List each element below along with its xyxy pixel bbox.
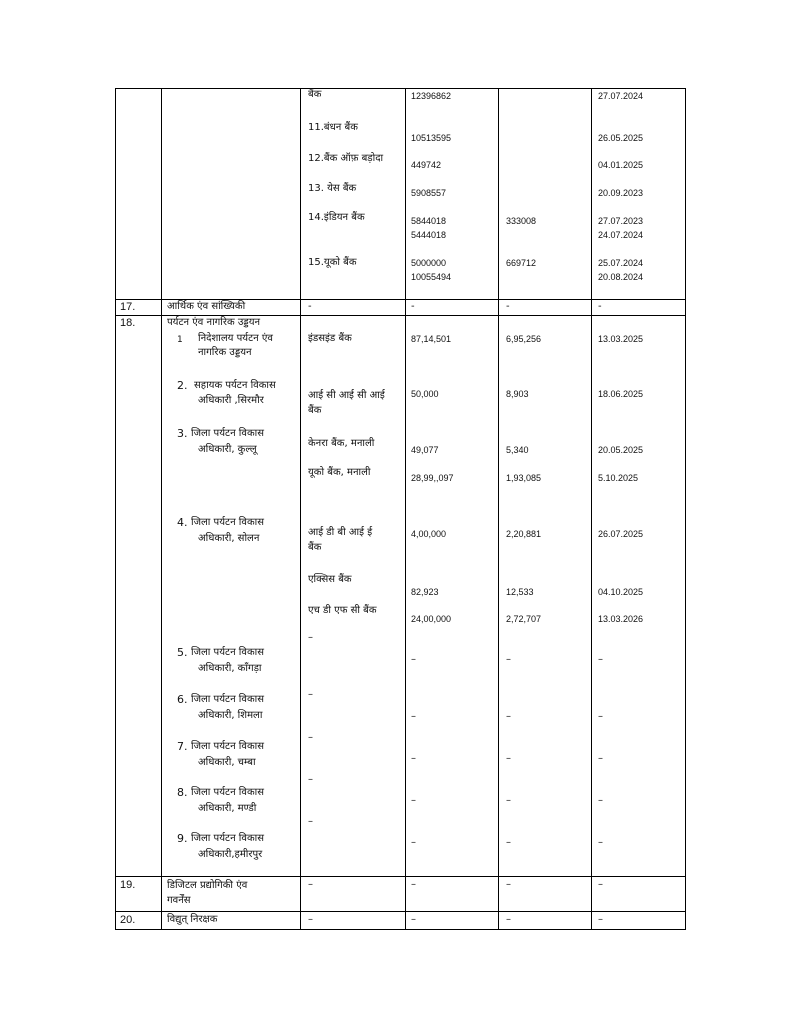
amount-value: 2,20,881 bbox=[506, 529, 542, 539]
amount-value: 669712 bbox=[506, 258, 537, 268]
row-divider bbox=[115, 911, 686, 912]
cell-value: - bbox=[506, 301, 510, 312]
office-name: अधिकारी ,सिरमौर bbox=[198, 395, 264, 406]
date-value: 13.03.2026 bbox=[598, 614, 644, 624]
bank-name: एक्सिस बैंक bbox=[308, 574, 352, 585]
office-name: नागरिक उड्डयन bbox=[198, 347, 252, 358]
office-name: जिला पर्यटन विकास bbox=[191, 647, 264, 658]
department-name: डिजिटल प्रद्योगिकी एंव bbox=[167, 880, 248, 891]
cell-value: – bbox=[598, 914, 603, 925]
dash: – bbox=[598, 711, 603, 722]
office-number: 6. bbox=[177, 693, 188, 706]
account-value: 12396862 bbox=[411, 91, 452, 101]
date-value: 20.09.2023 bbox=[598, 188, 644, 198]
account-value: 87,14,501 bbox=[411, 334, 452, 344]
date-value: 26.05.2025 bbox=[598, 133, 644, 143]
account-value: 24,00,000 bbox=[411, 614, 452, 624]
cell-value: – bbox=[506, 879, 511, 890]
dash: – bbox=[308, 632, 313, 643]
date-value: 04.10.2025 bbox=[598, 587, 644, 597]
dash: – bbox=[598, 753, 603, 764]
account-value: 50,000 bbox=[411, 389, 439, 399]
date-value: 13.03.2025 bbox=[598, 334, 644, 344]
serial-number: 17. bbox=[120, 301, 136, 313]
date-value: 24.07.2024 bbox=[598, 230, 644, 240]
bank-name: 12.बैंक ऑफ़ बड़ोदा bbox=[308, 153, 384, 164]
bank-name: आई सी आई सी आई bbox=[308, 390, 385, 401]
date-value: 20.05.2025 bbox=[598, 445, 644, 455]
table-border-right bbox=[685, 88, 686, 930]
office-number: 7. bbox=[177, 740, 188, 753]
amount-value: 6,95,256 bbox=[506, 334, 542, 344]
table-border-bottom bbox=[115, 929, 686, 930]
office-number: 3. bbox=[177, 427, 188, 440]
bank-name: केनरा बैंक, मनाली bbox=[308, 438, 375, 449]
office-name: अधिकारी,हमीरपुर bbox=[198, 849, 263, 860]
bank-name: बैंक bbox=[308, 542, 322, 553]
office-name: जिला पर्यटन विकास bbox=[191, 517, 264, 528]
dash: – bbox=[411, 753, 416, 764]
account-value: 5908557 bbox=[411, 188, 447, 198]
row-divider bbox=[115, 876, 686, 877]
column-divider bbox=[300, 88, 301, 930]
date-value: 26.07.2025 bbox=[598, 529, 644, 539]
cell-value: - bbox=[598, 301, 602, 312]
cell-value: – bbox=[506, 914, 511, 925]
bank-name: 11.बंधन बैंक bbox=[308, 122, 358, 133]
dash: – bbox=[506, 753, 511, 764]
column-divider bbox=[161, 88, 162, 930]
serial-number: 18. bbox=[120, 317, 136, 329]
office-name: अधिकारी, सोलन bbox=[198, 533, 260, 544]
office-number: 5. bbox=[177, 646, 188, 659]
office-number: 9. bbox=[177, 832, 188, 845]
account-value: 449742 bbox=[411, 160, 442, 170]
cell-value: - bbox=[308, 301, 312, 312]
amount-value: 2,72,707 bbox=[506, 614, 542, 624]
bank-name: 13. येस बैंक bbox=[308, 183, 357, 194]
bank-name: यूको बैंक, मनाली bbox=[308, 467, 371, 478]
cell-value: – bbox=[308, 914, 313, 925]
department-name: आर्थिक एंव सांख्यिकी bbox=[167, 301, 246, 312]
serial-number: 19. bbox=[120, 879, 136, 891]
office-number: 4. bbox=[177, 516, 188, 529]
dash: – bbox=[598, 837, 603, 848]
column-divider bbox=[498, 88, 499, 930]
bank-name: इंडसइंड बैंक bbox=[308, 333, 352, 344]
account-value: 28,99,,097 bbox=[411, 473, 454, 483]
office-name: निदेशालय पर्यटन एंव bbox=[198, 333, 273, 344]
dash: – bbox=[506, 795, 511, 806]
dash: – bbox=[308, 816, 313, 827]
dash: – bbox=[598, 795, 603, 806]
dash: – bbox=[506, 711, 511, 722]
bank-name: 15.यूको बैंक bbox=[308, 257, 357, 268]
office-name: अधिकारी, काँगड़ा bbox=[198, 663, 262, 674]
office-name: जिला पर्यटन विकास bbox=[191, 787, 264, 798]
date-value: 04.01.2025 bbox=[598, 160, 644, 170]
dash: – bbox=[411, 795, 416, 806]
cell-value: – bbox=[308, 879, 313, 890]
dash: – bbox=[308, 732, 313, 743]
table-border-left bbox=[115, 88, 116, 930]
office-name: जिला पर्यटन विकास bbox=[191, 833, 264, 844]
amount-value: 333008 bbox=[506, 216, 537, 226]
office-name: अधिकारी, चम्बा bbox=[198, 757, 256, 768]
amount-value: 8,903 bbox=[506, 389, 529, 399]
dash: – bbox=[506, 654, 511, 665]
serial-number: 20. bbox=[120, 914, 136, 926]
bank-name: बैंक bbox=[308, 405, 322, 416]
office-number: 2. bbox=[177, 379, 188, 392]
dash: – bbox=[411, 711, 416, 722]
column-divider bbox=[591, 88, 592, 930]
office-name: जिला पर्यटन विकास bbox=[191, 694, 264, 705]
department-name: विद्युत् निरक्षक bbox=[167, 914, 218, 925]
account-value: 10055494 bbox=[411, 272, 452, 282]
dash: – bbox=[308, 774, 313, 785]
bank-name: 14.इंडियन बैंक bbox=[308, 212, 365, 223]
office-name: सहायक पर्यटन विकास bbox=[194, 380, 276, 391]
office-name: अधिकारी, मण्डी bbox=[198, 803, 257, 814]
office-name: जिला पर्यटन विकास bbox=[191, 741, 264, 752]
dash: – bbox=[598, 654, 603, 665]
dash: – bbox=[308, 689, 313, 700]
account-value: 5444018 bbox=[411, 230, 447, 240]
department-name: गवर्नेंस bbox=[167, 895, 191, 906]
office-number: 1 bbox=[177, 335, 183, 345]
bank-name: बैंक bbox=[308, 89, 322, 100]
bank-name: आई डी बी आई ई bbox=[308, 527, 373, 538]
cell-value: - bbox=[411, 301, 415, 312]
date-value: 27.07.2024 bbox=[598, 91, 644, 101]
account-value: 49,077 bbox=[411, 445, 439, 455]
office-number: 8. bbox=[177, 786, 188, 799]
date-value: 20.08.2024 bbox=[598, 272, 644, 282]
office-name: अधिकारी, कुल्लू bbox=[198, 444, 257, 455]
office-name: अधिकारी, शिमला bbox=[198, 710, 263, 721]
department-name: पर्यटन एंव नागरिक उड्डयन bbox=[167, 317, 261, 328]
cell-value: – bbox=[411, 879, 416, 890]
account-value: 5844018 bbox=[411, 216, 447, 226]
cell-value: – bbox=[598, 879, 603, 890]
amount-value: 1,93,085 bbox=[506, 473, 542, 483]
account-value: 4,00,000 bbox=[411, 529, 447, 539]
dash: – bbox=[411, 654, 416, 665]
bank-name: एच डी एफ सी बैंक bbox=[308, 605, 377, 616]
date-value: 25.07.2024 bbox=[598, 258, 644, 268]
date-value: 18.06.2025 bbox=[598, 389, 644, 399]
dash: – bbox=[411, 837, 416, 848]
account-value: 10513595 bbox=[411, 133, 452, 143]
account-value: 5000000 bbox=[411, 258, 447, 268]
column-divider bbox=[405, 88, 406, 930]
office-name: जिला पर्यटन विकास bbox=[191, 428, 264, 439]
date-value: 27.07.2023 bbox=[598, 216, 644, 226]
amount-value: 12,533 bbox=[506, 587, 534, 597]
cell-value: – bbox=[411, 914, 416, 925]
amount-value: 5,340 bbox=[506, 445, 529, 455]
date-value: 5.10.2025 bbox=[598, 473, 639, 483]
dash: – bbox=[506, 837, 511, 848]
account-value: 82,923 bbox=[411, 587, 439, 597]
